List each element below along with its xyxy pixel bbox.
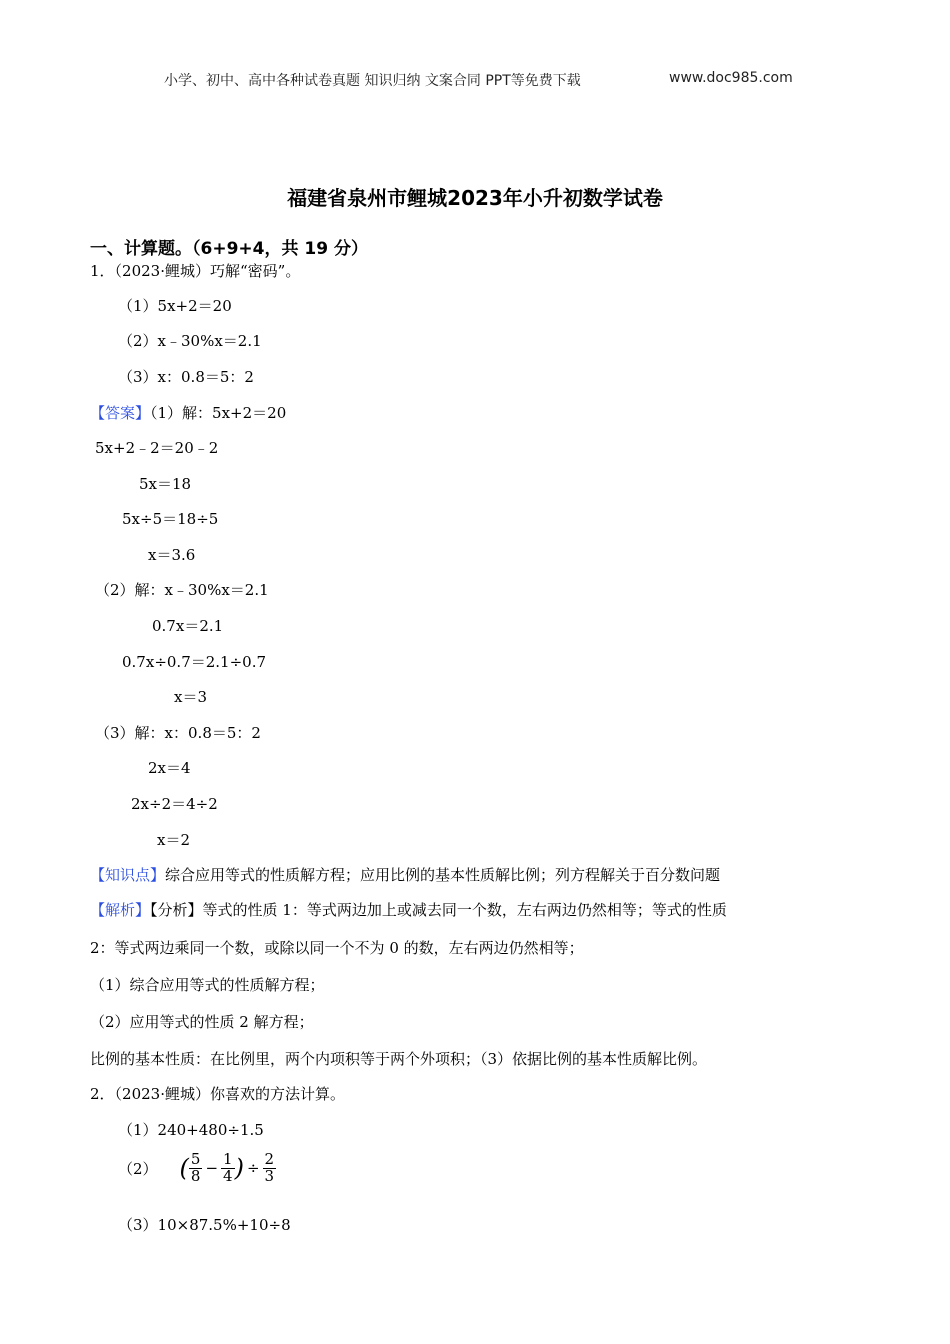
section-heading: 一、计算题。（6+9+4，共 19 分） [90,239,368,259]
question-1-item-3: （3）x：0.8＝5：2 [118,368,254,386]
fraction-1-4 [221,1152,235,1185]
answer-line-10: （3）解：x：0.8＝5：2 [95,724,261,742]
question-1-item-1: （1）5x+2＝20 [118,297,232,315]
fraction-numerator: 5 [190,1150,201,1168]
question-2-item-1: （1）240+480÷1.5 [118,1121,264,1139]
answer-line-11: 2x＝4 [148,759,191,777]
analysis-line-1 [90,899,727,920]
answer-line-8: 0.7x÷0.7＝2.1÷0.7 [122,653,267,671]
answer-line-2: 5x+2﹣2＝20﹣2 [95,439,219,457]
header-website: www.doc985.com [669,70,793,86]
question-2-item-2 [118,1152,276,1185]
question-1-stem: 1．（2023·鲤城）巧解“密码”。 [90,262,301,280]
minus-sign: − [205,1159,219,1178]
analysis-line-4: （2）应用等式的性质 2 解方程； [90,1013,314,1031]
close-paren: ) [234,1154,244,1183]
answer-line-9: x＝3 [174,688,208,706]
analysis-line-5: 比例的基本性质：在比例里，两个内项积等于两个外项积；（3）依据比例的基本性质解比例。 [90,1050,708,1068]
fraction-denominator: 3 [264,1166,275,1185]
answer-line-12: 2x÷2＝4÷2 [131,795,218,813]
analysis-tag: 【解析】 [90,901,151,919]
analysis-text-1: 【分析】等式的性质 1：等式两边加上或减去同一个数，左右两边仍然相等；等式的性质 [150,901,727,919]
answer-line-6: （2）解：x﹣30%x＝2.1 [95,581,269,599]
knowledge-point [90,864,720,885]
page-title: 福建省泉州市鲤城2023年小升初数学试卷 [287,186,663,210]
answer-line-13: x＝2 [157,831,191,849]
fraction-numerator: 2 [264,1150,275,1168]
question-2-item-3: （3）10×87.5%+10÷8 [118,1216,291,1234]
open-paren: ( [179,1154,189,1183]
answer-line-7: 0.7x＝2.1 [152,617,224,635]
answer-line-1: （1）解：5x+2＝20 [150,404,287,422]
header-banner-text: 小学、初中、高中各种试卷真题 知识归纳 文案合同 PPT等免费下载 [164,73,581,89]
fraction-2-3 [263,1152,277,1185]
question-2-stem: 2．（2023·鲤城）你喜欢的方法计算。 [90,1085,345,1103]
question-2-item-2-label: （2） [118,1159,158,1178]
answer-line-3: 5x＝18 [139,475,192,493]
fraction-numerator: 1 [223,1150,233,1168]
answer-line-4: 5x÷5＝18÷5 [122,510,219,528]
answer-line-5: x＝3.6 [148,546,196,564]
question-1-item-2: （2）x﹣30%x＝2.1 [118,332,262,350]
divide-sign: ÷ [246,1159,260,1178]
answer-block [90,402,286,423]
fraction-denominator: 8 [190,1166,201,1185]
fraction-5-8 [189,1152,203,1185]
knowledge-point-text: 综合应用等式的性质解方程；应用比例的基本性质解比例；列方程解关于百分数问题 [165,866,721,884]
analysis-line-2: 2：等式两边乘同一个数，或除以同一个不为 0 的数，左右两边仍然相等； [90,939,584,957]
fraction-denominator: 4 [223,1166,233,1185]
answer-tag: 【答案】 [90,404,151,422]
knowledge-point-tag: 【知识点】 [90,866,166,884]
analysis-line-3: （1）综合应用等式的性质解方程； [90,976,325,994]
